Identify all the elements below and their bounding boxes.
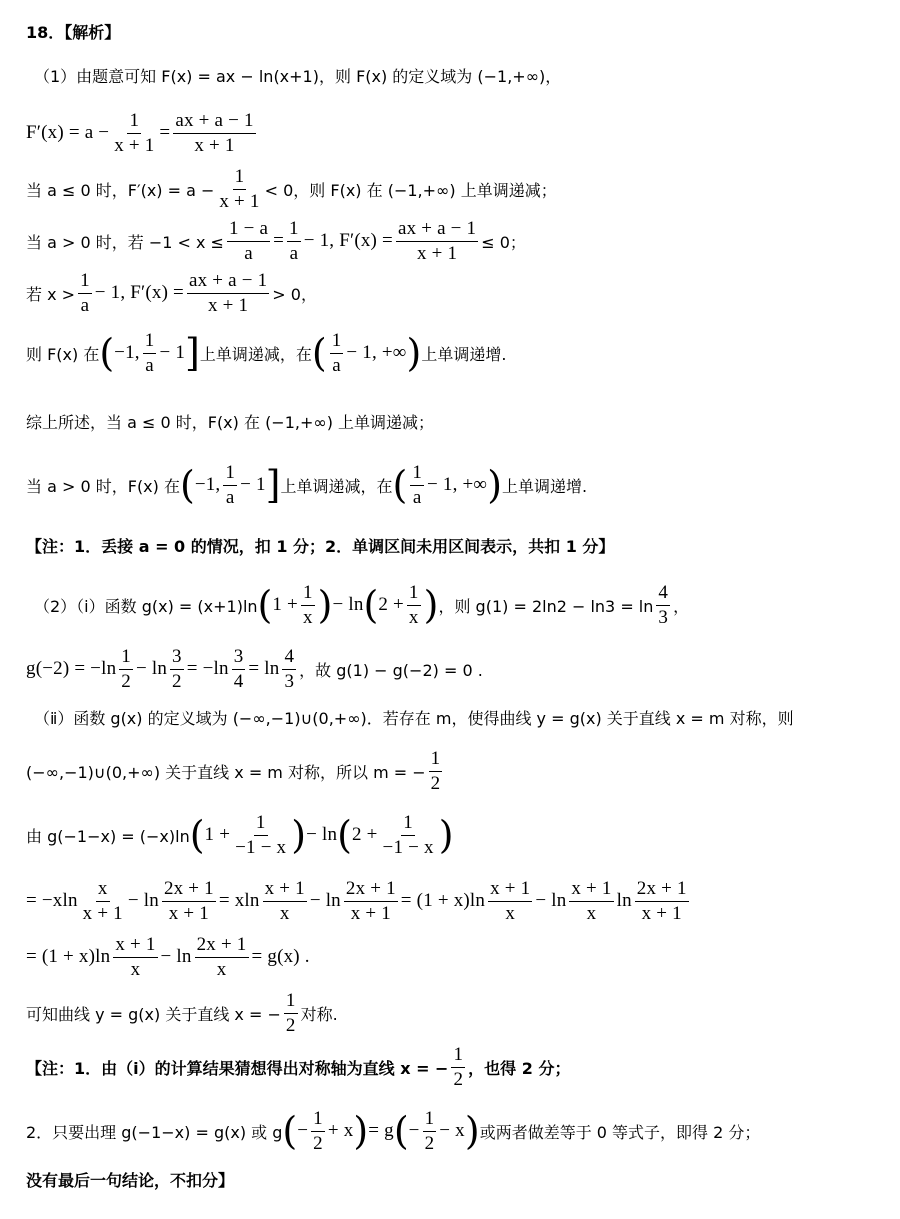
- note-2-line2: 2．只要出理 g(−1−x) = g(x) 或 g ( − $\frac{1}{2}$ + x ) = g ( − $\frac{1}{2}$ − x ) 或两者做差等于 0 等式子，即得 2 分；: [26, 1108, 761, 1154]
- fraction: $\frac{1 - a}{a}$: [228, 218, 269, 264]
- fraction: $\frac{1}{x + 1}$: [114, 110, 155, 156]
- case-if-x: 若 x > 1 a − 1, F′(x) = $\frac{ax + a - 1}{x + 1}$ > 0，: [26, 270, 317, 316]
- fraction: $\frac{2x + 1}{x + 1}$: [345, 878, 396, 924]
- fraction: 1 a: [331, 330, 342, 376]
- fraction: 1 a: [412, 462, 423, 508]
- fraction: $\frac{1}{-1 - x}$: [235, 812, 287, 858]
- fraction: 4 3: [284, 646, 295, 692]
- note-1: 【注：1．丢接 a = 0 的情况，扣 1 分；2．单调区间未用区间表示，共扣 1 分】: [26, 537, 615, 556]
- fraction: $\frac{2x + 1}{x + 1}$: [163, 878, 214, 924]
- monotonic-result: 则 F(x) 在 ( −1, 1 a − 1 ] 上单调递减，在 ( 1 a − 1, +∞ ) 上单调递增.: [26, 330, 507, 376]
- fraction: 1 a: [225, 462, 236, 508]
- fraction: $\frac{1}{2}$: [313, 1108, 323, 1154]
- fraction: $\frac{3}{2}$: [172, 646, 182, 692]
- fraction: 2x + 1 x + 1: [636, 878, 687, 924]
- part1-intro: （1）由题意可知 F(x) = ax − ln(x+1)，则 F(x) 的定义域为 (−1,+∞)，: [34, 67, 562, 86]
- fraction: $\frac{ax + a - 1}{x + 1}$: [175, 110, 254, 156]
- part2-ii-line1: （ⅱ）函数 g(x) 的定义域为 (−∞,−1)∪(0,+∞)．若存在 m，使得曲线 y = g(x) 关于直线 x = m 对称，则: [34, 709, 794, 728]
- fraction: x + 1 x: [115, 934, 156, 980]
- case-a-gt-zero: 当 a > 0 时，若 −1 < x ≤ $\frac{1 - a}{a}$ = $\frac{1}{a}$ − 1, F′(x) = $\frac{ax + a - 1}{x + 1}$ ≤ 0；: [26, 218, 526, 264]
- fraction: $\frac{ax + a - 1}{x + 1}$: [188, 270, 268, 316]
- part2-i: （2）（ⅰ）函数 g(x) = (x+1)ln ( 1 + $\frac{1}{x}$ ) − ln ( 2 + $\frac{1}{x}$ ) ，则 g(1) = 2ln2 − ln3 = ln 4 3 ，: [34, 582, 690, 628]
- solution-title: 18．【解析】: [26, 23, 121, 42]
- fraction: $\frac{3}{4}$: [233, 646, 244, 692]
- fraction: $\frac{1}{x}$: [408, 582, 419, 628]
- derivation-line2: = −xln x x + 1 − ln $\frac{2x + 1}{x + 1}$ = xln x + 1 x − ln $\frac{2x + 1}{x + 1}$ = (1 + x)ln x + 1 x − ln x + 1 x ln 2x + 1 x + 1: [26, 878, 687, 924]
- fraction: $\frac{1}{2}$: [424, 1108, 435, 1154]
- derivative-line: F′(x) = a − $\frac{1}{x + 1}$ = $\frac{ax + a - 1}{x + 1}$: [26, 110, 254, 156]
- derivation-line3: = (1 + x)ln x + 1 x − ln $\frac{2x + 1}{x}$ = g(x) .: [26, 934, 310, 980]
- derivation-start: 由 g(−1−x) = (−x)ln ( 1 + $\frac{1}{-1 - x}$ ) − ln ( 2 + $\frac{1}{-1 - x}$ ): [26, 812, 454, 858]
- g-minus-two: g(−2) = −ln 1 2 − ln $\frac{3}{2}$ = −ln $\frac{3}{4}$ = ln 4 3 ，故 g(1) − g(−2) = 0 .: [26, 646, 483, 692]
- conclusion: 可知曲线 y = g(x) 关于直线 x = − $\frac{1}{2}$ 对称.: [26, 990, 338, 1036]
- note-2-line1: 【注：1．由（ⅰ）的计算结果猜想得出对称轴为直线 x = − $\frac{1}{2}$ ，也得 2 分；: [26, 1044, 571, 1090]
- fraction: 1 a: [80, 270, 90, 316]
- fraction: x + 1 x: [264, 878, 305, 924]
- fraction: x + 1 x: [490, 878, 531, 924]
- fraction: $\frac{1}{2}$: [430, 748, 441, 794]
- fraction: $\frac{1}{-1 - x}$: [382, 812, 434, 858]
- fraction: $\frac{1}{2}$: [285, 990, 296, 1036]
- fraction: $\frac{ax + a - 1}{x + 1}$: [397, 218, 477, 264]
- fraction: $\frac{2x + 1}{x}$: [196, 934, 247, 980]
- fraction: 1 2: [121, 646, 131, 692]
- fraction: $\frac{1}{2}$: [453, 1044, 464, 1090]
- fraction: $\frac{1}{a}$: [289, 218, 299, 264]
- part2-ii-line2: (−∞,−1)∪(0,+∞) 关于直线 x = m 对称，所以 m = − $\frac{1}{2}$: [26, 748, 441, 794]
- note-2-line3: 没有最后一句结论，不扣分】: [26, 1171, 235, 1190]
- fraction: 4 3: [658, 582, 669, 628]
- fraction: x x + 1: [82, 878, 123, 924]
- case-a-le-zero: 当 a ≤ 0 时，F′(x) = a − $\frac{1}{x + 1}$ < 0，则 F(x) 在 (−1,+∞) 上单调递减；: [26, 166, 557, 212]
- summary-a-le-zero: 综上所述，当 a ≤ 0 时，F(x) 在 (−1,+∞) 上单调递减；: [26, 413, 435, 432]
- fraction: $\frac{1}{x + 1}$: [219, 166, 260, 212]
- summary-a-gt-zero: 当 a > 0 时，F(x) 在 ( −1, 1 a − 1 ] 上单调递减，在 ( 1 a − 1, +∞ ) 上单调递增.: [26, 462, 588, 508]
- fraction: 1 a: [144, 330, 155, 376]
- fraction: x + 1 x: [571, 878, 612, 924]
- fraction: $\frac{1}{x}$: [302, 582, 313, 628]
